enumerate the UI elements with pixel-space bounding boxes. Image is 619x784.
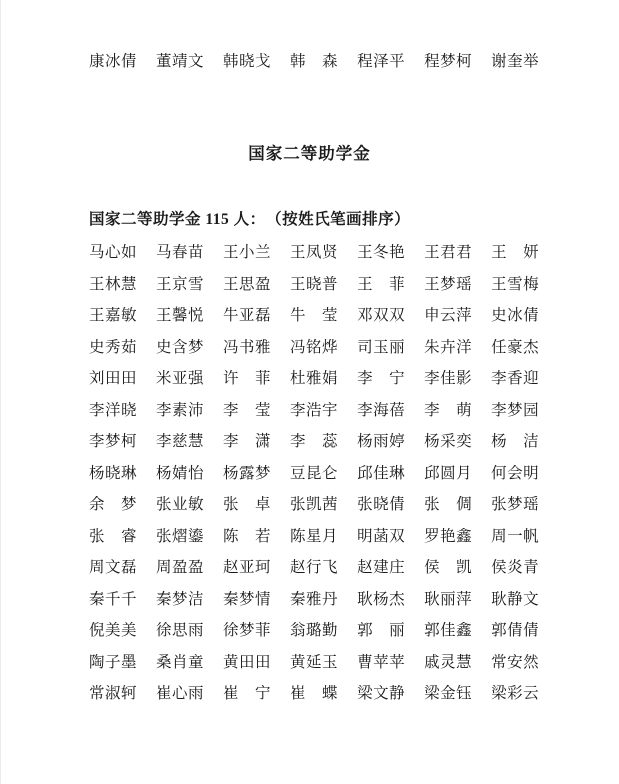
student-name: 王晓普: [290, 275, 339, 293]
list-heading: 国家二等助学金 115 人： （按姓氏笔画排序）: [89, 210, 411, 228]
student-name: 赵建庄: [357, 559, 406, 577]
student-name: 李 莹: [223, 401, 272, 419]
student-name: 明菡双: [357, 527, 406, 545]
student-name: 赵行飞: [290, 559, 339, 577]
student-name: 曹苹苹: [357, 653, 406, 671]
student-name: 冯铭烨: [290, 338, 339, 356]
student-name: 常淑轲: [89, 685, 138, 703]
student-name: 程泽平: [357, 52, 406, 70]
student-name: 史冰倩: [491, 307, 540, 325]
name-row: [89, 582, 540, 614]
student-name: 刘田田: [89, 370, 138, 388]
student-name: 陈星月: [290, 527, 339, 545]
student-name: 郭佳鑫: [424, 622, 473, 640]
student-name: 王雪梅: [491, 275, 540, 293]
student-name: 郭 丽: [357, 622, 406, 640]
student-name: 张凯茜: [290, 496, 339, 514]
student-name: 李慈慧: [156, 433, 205, 451]
student-name: 梁彩云: [491, 685, 540, 703]
student-name: 陶子墨: [89, 653, 138, 671]
student-name: 马心如: [89, 244, 138, 262]
student-name: 王 妍: [491, 244, 540, 262]
name-row: [89, 44, 540, 76]
student-name: 崔 宁: [223, 685, 272, 703]
student-name: 耿杨杰: [357, 590, 406, 608]
name-row: [89, 236, 540, 268]
student-name: 郭倩倩: [491, 622, 540, 640]
student-name: 李浩宇: [290, 401, 339, 419]
student-name: 梁金钰: [424, 685, 473, 703]
student-name: 牛 莹: [290, 307, 339, 325]
student-name: 张 倜: [424, 496, 473, 514]
student-name: 谢奎举: [491, 52, 540, 70]
student-name: 牛亚磊: [223, 307, 272, 325]
student-name: 李佳影: [424, 370, 473, 388]
name-row: [89, 614, 540, 646]
student-name: 王冬艳: [357, 244, 406, 262]
student-name: 何会明: [491, 464, 540, 482]
student-name: 梁文静: [357, 685, 406, 703]
student-name: 徐思雨: [156, 622, 205, 640]
student-name: 张熠鎏: [156, 527, 205, 545]
student-name: 侯 凯: [424, 559, 473, 577]
student-name: 崔 蝶: [290, 685, 339, 703]
student-name: 杜雅娟: [290, 370, 339, 388]
student-name: 王林慧: [89, 275, 138, 293]
student-name: 史秀茹: [89, 338, 138, 356]
student-name: 罗艳鑫: [424, 527, 473, 545]
student-name: 任豪杰: [491, 338, 540, 356]
student-name: 秦梦情: [223, 590, 272, 608]
student-name: 耿静文: [491, 590, 540, 608]
student-name: 秦千千: [89, 590, 138, 608]
student-name: 马春苗: [156, 244, 205, 262]
student-name: 李海蓓: [357, 401, 406, 419]
student-name: 李梦园: [491, 401, 540, 419]
student-name: 李 潇: [223, 433, 272, 451]
student-name: 王馨悦: [156, 307, 205, 325]
name-list: [89, 236, 540, 709]
student-name: 杨婧怡: [156, 464, 205, 482]
student-name: 米亚强: [156, 370, 205, 388]
student-name: 豆昆仑: [290, 464, 339, 482]
student-name: 韩 森: [290, 52, 339, 70]
student-name: 申云萍: [424, 307, 473, 325]
student-name: 侯炎青: [491, 559, 540, 577]
student-name: 王思盈: [223, 275, 272, 293]
student-name: 李 萌: [424, 401, 473, 419]
student-name: 王 菲: [357, 275, 406, 293]
student-name: 周盈盈: [156, 559, 205, 577]
student-name: 赵亚珂: [223, 559, 272, 577]
name-row: [89, 267, 540, 299]
name-row: [89, 330, 540, 362]
student-name: 耿丽萍: [424, 590, 473, 608]
name-row: [89, 488, 540, 520]
student-name: 邱佳琳: [357, 464, 406, 482]
student-name: 翁璐勤: [290, 622, 339, 640]
name-row: [89, 393, 540, 425]
student-name: 张 睿: [89, 527, 138, 545]
name-row: [89, 456, 540, 488]
student-name: 崔心雨: [156, 685, 205, 703]
student-name: 李 宁: [357, 370, 406, 388]
student-name: 杨采奕: [424, 433, 473, 451]
student-name: 李香迎: [491, 370, 540, 388]
name-row: [89, 551, 540, 583]
student-name: 张晓倩: [357, 496, 406, 514]
student-name: 杨晓琳: [89, 464, 138, 482]
student-name: 王嘉敏: [89, 307, 138, 325]
student-name: 邓双双: [357, 307, 406, 325]
student-name: 王小兰: [223, 244, 272, 262]
student-name: 戚灵慧: [424, 653, 473, 671]
student-name: 杨 洁: [491, 433, 540, 451]
student-name: 陈 若: [223, 527, 272, 545]
student-name: 李素沛: [156, 401, 205, 419]
student-name: 史含梦: [156, 338, 205, 356]
name-row: [89, 519, 540, 551]
student-name: 桑肖童: [156, 653, 205, 671]
continuation-name-list: [89, 44, 540, 76]
student-name: 朱卉洋: [424, 338, 473, 356]
student-name: 王凤贤: [290, 244, 339, 262]
student-name: 王君君: [424, 244, 473, 262]
student-name: 冯书雅: [223, 338, 272, 356]
name-row: [89, 645, 540, 677]
section-title: 国家二等助学金: [248, 143, 371, 163]
student-name: 常安然: [491, 653, 540, 671]
student-name: 李梦柯: [89, 433, 138, 451]
student-name: 许 菲: [223, 370, 272, 388]
student-name: 董靖文: [156, 52, 205, 70]
student-name: 倪美美: [89, 622, 138, 640]
student-name: 张 卓: [223, 496, 272, 514]
name-row: [89, 299, 540, 331]
name-row: [89, 425, 540, 457]
student-name: 张业敏: [156, 496, 205, 514]
student-name: 程梦柯: [424, 52, 473, 70]
student-name: 杨雨婷: [357, 433, 406, 451]
student-name: 黄田田: [223, 653, 272, 671]
student-name: 杨露梦: [223, 464, 272, 482]
student-name: 秦梦洁: [156, 590, 205, 608]
name-row: [89, 362, 540, 394]
student-name: 周文磊: [89, 559, 138, 577]
student-name: 李洋晓: [89, 401, 138, 419]
student-name: 王梦瑶: [424, 275, 473, 293]
student-name: 邱圆月: [424, 464, 473, 482]
student-name: 司玉丽: [357, 338, 406, 356]
student-name: 康冰倩: [89, 52, 138, 70]
student-name: 王京雪: [156, 275, 205, 293]
name-row: [89, 677, 540, 709]
student-name: 韩晓戈: [223, 52, 272, 70]
student-name: 张梦瑶: [491, 496, 540, 514]
student-name: 周一帆: [491, 527, 540, 545]
student-name: 秦雅丹: [290, 590, 339, 608]
student-name: 余 梦: [89, 496, 138, 514]
student-name: 徐梦菲: [223, 622, 272, 640]
student-name: 李 蕊: [290, 433, 339, 451]
student-name: 黄延玉: [290, 653, 339, 671]
